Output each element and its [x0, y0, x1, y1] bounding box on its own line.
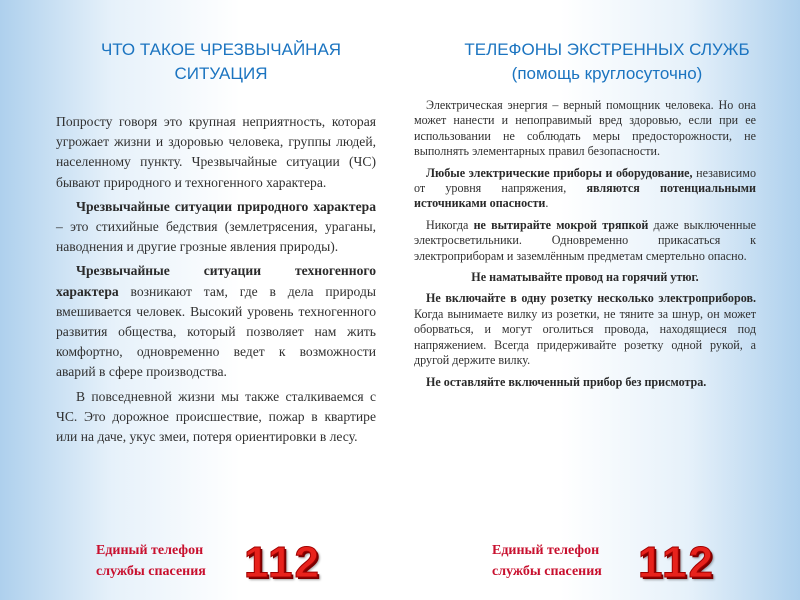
left-emergency-number: 112 — [244, 538, 321, 587]
right-heading-line2: (помощь круглосуточно) — [511, 64, 703, 83]
devices-bold-danger: являются потенциальными источниками опасности — [414, 181, 756, 211]
right-paragraph-electric-energy: Электрическая энергия – верный помощник человека. Но она может нанести и непоправимый вред здоровью, если при ее использовании не соблюдать меры предосторожности, не выполнять элементарных правил безопасности. — [414, 98, 756, 159]
right-paragraph-socket — [414, 291, 756, 368]
left-body-text — [56, 112, 376, 451]
devices-mid-text: независимо от уровня напряжения, — [414, 165, 756, 196]
socket-bold: Не включайте в одну розетку несколько электроприборов. — [426, 291, 756, 306]
right-footer-line1: Единый телефон — [492, 543, 600, 558]
iron-warning: Не наматывайте провод на горячий утюг. — [471, 270, 699, 285]
right-paragraph-iron — [414, 270, 756, 285]
unattended-warning: Не оставляйте включенный прибор без присмотра. — [426, 374, 707, 389]
right-emergency-number: 112 — [638, 538, 715, 587]
natural-emergency-term: Чрезвычайные ситуации природного характера — [76, 198, 376, 214]
left-heading — [56, 38, 386, 86]
wet-cloth-bold: не вытирайте мокрой тряпкой — [473, 217, 649, 232]
devices-bold-lead: Любые электрические приборы и оборудование, — [426, 165, 693, 180]
left-paragraph-natural — [56, 197, 376, 258]
left-rescue-caption — [96, 540, 206, 582]
right-heading — [414, 38, 800, 86]
left-paragraph-everyday: В повседневной жизни мы также сталкиваемся с ЧС. Это дорожное происшествие, пожар в квартире или на даче, укус змеи, потеря ориентировки в лесу. — [56, 388, 376, 445]
left-paragraph-technogenic — [56, 261, 376, 382]
left-heading-line1: ЧТО ТАКОЕ ЧРЕЗВЫЧАЙНАЯ — [100, 40, 342, 59]
left-footer-line1: Единый телефон — [96, 543, 204, 558]
right-footer-line2: службы спасения — [492, 564, 602, 579]
right-paragraph-unattended — [414, 375, 756, 390]
left-paragraph-intro: Попросту говоря это крупная неприятность, которая угрожает жизни и здоровью человека, группы людей, населенному пункту. Чрезвычайные ситуации (ЧС) бывают природного и техногенного характера. — [56, 114, 376, 190]
right-body-text — [414, 98, 756, 396]
wet-cloth-pre: Никогда — [426, 217, 474, 232]
right-rescue-caption — [492, 540, 602, 582]
socket-rest: Когда вынимаете вилку из розетки, не тяните за шнур, он может оборваться, и могут оголиться провода, находящиеся под напряжением. Всегда придерживайте розетку одной рукой, а другой держите вилку. — [414, 306, 756, 368]
devices-end: . — [545, 196, 549, 211]
technogenic-emergency-definition: возникают там, где в дела природы вмешивается человек. Высокий уровень техногенного развития общества, который позволяет нам жить комфортно, одновременно ведет к возможности аварий в сфере производства. — [56, 283, 376, 380]
left-heading-line2: СИТУАЦИЯ — [174, 64, 268, 83]
right-paragraph-devices — [414, 166, 756, 212]
wet-cloth-rest: даже выключенные электросветильники. Одновременно прикасаться к электроприборам и заземлённым предметам смертельно опасно. — [414, 217, 757, 263]
right-heading-line1: ТЕЛЕФОНЫ ЭКСТРЕННЫХ СЛУЖБ — [464, 40, 750, 59]
technogenic-emergency-term: Чрезвычайные ситуации техногенного характера — [56, 263, 376, 299]
left-footer-line2: службы спасения — [96, 564, 206, 579]
natural-emergency-definition: – это стихийные бедствия (землетрясения, ураганы, наводнения и другие грозные явления природы). — [56, 219, 376, 255]
right-paragraph-wet-cloth — [414, 218, 756, 264]
